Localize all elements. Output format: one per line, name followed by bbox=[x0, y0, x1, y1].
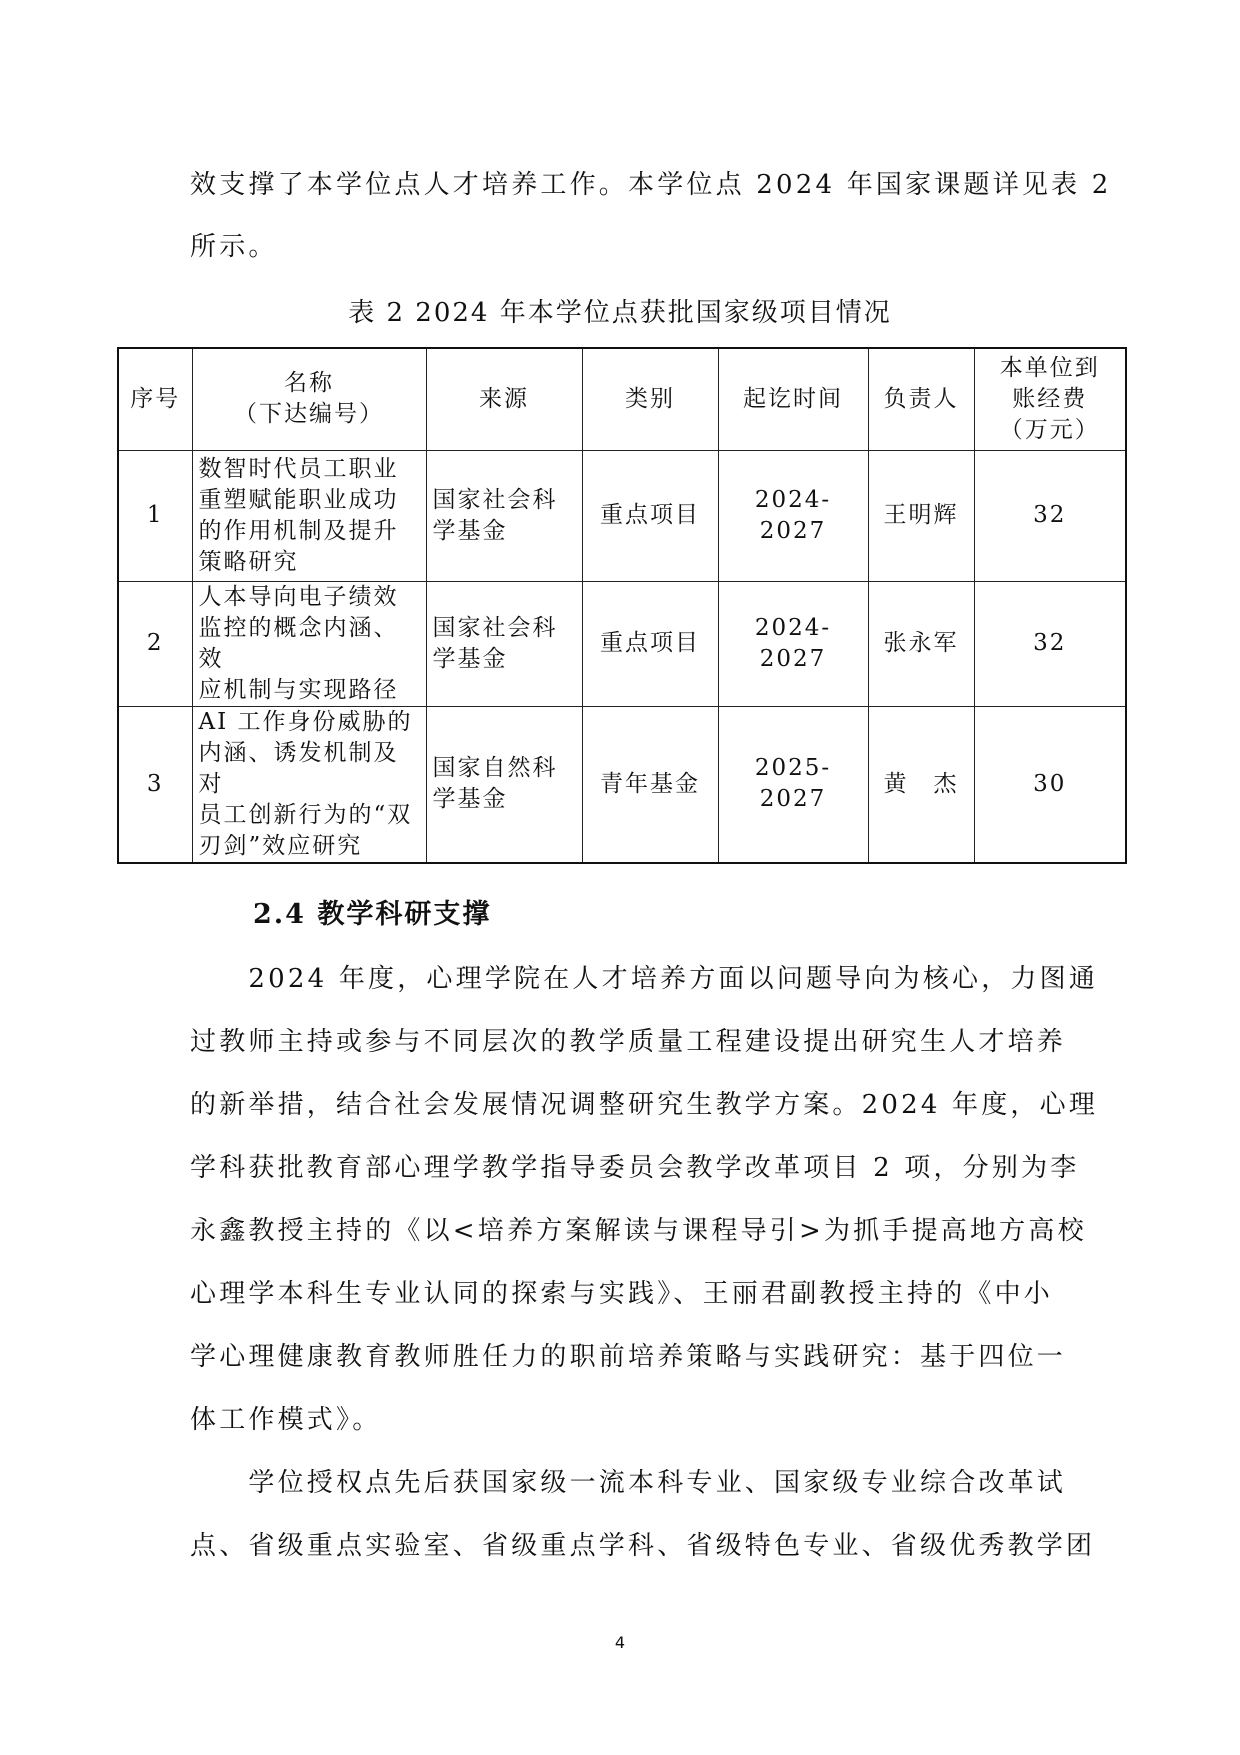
cell-funding: 32 bbox=[974, 581, 1126, 706]
page-number: 4 bbox=[614, 1633, 626, 1652]
cell-category: 青年基金 bbox=[582, 706, 718, 863]
header-funding bbox=[974, 348, 1126, 450]
cell-category: 重点项目 bbox=[582, 450, 718, 581]
cell-source-line: 学基金 bbox=[432, 517, 508, 544]
cell-name-line: 刃剑”效应研究 bbox=[198, 832, 363, 859]
table-header-row bbox=[118, 348, 1126, 450]
intro-line-2: 所示。 bbox=[190, 232, 278, 262]
cell-name-line: 应机制与实现路径 bbox=[198, 676, 399, 703]
cell-name-line: 策略研究 bbox=[198, 548, 299, 575]
paragraph-line: 的新举措，结合社会发展情况调整研究生教学方案。2024 年度，心理 bbox=[190, 1090, 1099, 1120]
header-funding-line: 账经费 bbox=[1012, 385, 1088, 412]
cell-source-line: 学基金 bbox=[432, 786, 508, 812]
cell-source bbox=[426, 450, 582, 581]
header-name bbox=[192, 348, 426, 450]
cell-no: 1 bbox=[118, 450, 192, 581]
paragraph-line: 学位授权点先后获国家级一流本科专业、国家级专业综合改革试 bbox=[190, 1468, 1067, 1498]
cell-source bbox=[426, 581, 582, 706]
cell-leader: 王明辉 bbox=[868, 450, 974, 581]
section-heading: 2.4 教学科研支撑 bbox=[253, 899, 492, 930]
cell-name-line: 监控的概念内涵、效 bbox=[198, 614, 399, 672]
cell-source-line: 国家社会科 bbox=[432, 486, 558, 513]
cell-period: 2024-2027 bbox=[718, 581, 868, 706]
header-source: 来源 bbox=[426, 348, 582, 450]
table-row bbox=[118, 706, 1126, 863]
cell-leader: 张永军 bbox=[868, 581, 974, 706]
table-row bbox=[118, 450, 1126, 581]
paragraph-line: 点、省级重点实验室、省级重点学科、省级特色专业、省级优秀教学团 bbox=[190, 1531, 1096, 1561]
header-leader: 负责人 bbox=[868, 348, 974, 450]
cell-source bbox=[426, 706, 582, 863]
cell-no: 3 bbox=[118, 706, 192, 863]
header-no: 序号 bbox=[118, 348, 192, 450]
header-name-line: （下达编号） bbox=[234, 401, 384, 428]
table-row bbox=[118, 581, 1126, 706]
projects-table bbox=[117, 347, 1127, 864]
paragraph-line: 体工作模式》。 bbox=[190, 1405, 382, 1435]
cell-period: 2024-2027 bbox=[718, 450, 868, 581]
cell-name-line: 重塑赋能职业成功 bbox=[198, 486, 399, 513]
cell-name-line: AI 工作身份威胁的 bbox=[198, 708, 413, 735]
cell-name-line: 人本导向电子绩效 bbox=[198, 583, 399, 610]
cell-source-line: 学基金 bbox=[432, 645, 508, 672]
cell-no: 2 bbox=[118, 581, 192, 706]
paragraph-line: 学科获批教育部心理学教学指导委员会教学改革项目 2 项，分别为李 bbox=[190, 1153, 1080, 1183]
cell-name bbox=[192, 450, 426, 581]
header-category: 类别 bbox=[582, 348, 718, 450]
paragraph-line: 学心理健康教育教师胜任力的职前培养策略与实践研究：基于四位一 bbox=[190, 1342, 1067, 1372]
cell-period: 2025-2027 bbox=[718, 706, 868, 863]
header-funding-line: （万元） bbox=[999, 416, 1100, 443]
table-caption: 表 2 2024 年本学位点获批国家级项目情况 bbox=[348, 298, 892, 328]
cell-source-line: 国家自然科 bbox=[432, 755, 558, 781]
cell-funding: 30 bbox=[974, 706, 1126, 863]
cell-name-line: 的作用机制及提升 bbox=[198, 517, 399, 544]
cell-name-line: 数智时代员工职业 bbox=[198, 455, 399, 482]
cell-category: 重点项目 bbox=[582, 581, 718, 706]
intro-line-1: 效支撑了本学位点人才培养工作。本学位点 2024 年国家课题详见表 2 bbox=[190, 170, 1112, 200]
paragraph-line: 心理学本科生专业认同的探索与实践》、王丽君副教授主持的《中小 bbox=[190, 1279, 1054, 1309]
header-period: 起讫时间 bbox=[718, 348, 868, 450]
header-funding-line: 本单位到 bbox=[999, 354, 1100, 381]
cell-name-line: 内涵、诱发机制及对 bbox=[198, 739, 399, 797]
header-name-line: 名称 bbox=[284, 370, 334, 397]
cell-name-line: 员工创新行为的“双 bbox=[198, 801, 413, 828]
cell-leader: 黄 杰 bbox=[868, 706, 974, 863]
paragraph-line: 2024 年度，心理学院在人才培养方面以问题导向为核心，力图通 bbox=[190, 964, 1099, 994]
paragraph-line: 永鑫教授主持的《以<培养方案解读与课程导引>为抓手提高地方高校 bbox=[190, 1216, 1087, 1246]
cell-source-line: 国家社会科 bbox=[432, 614, 558, 641]
cell-name bbox=[192, 706, 426, 863]
paragraph-line: 过教师主持或参与不同层次的教学质量工程建设提出研究生人才培养 bbox=[190, 1027, 1067, 1057]
cell-funding: 32 bbox=[974, 450, 1126, 581]
cell-name bbox=[192, 581, 426, 706]
